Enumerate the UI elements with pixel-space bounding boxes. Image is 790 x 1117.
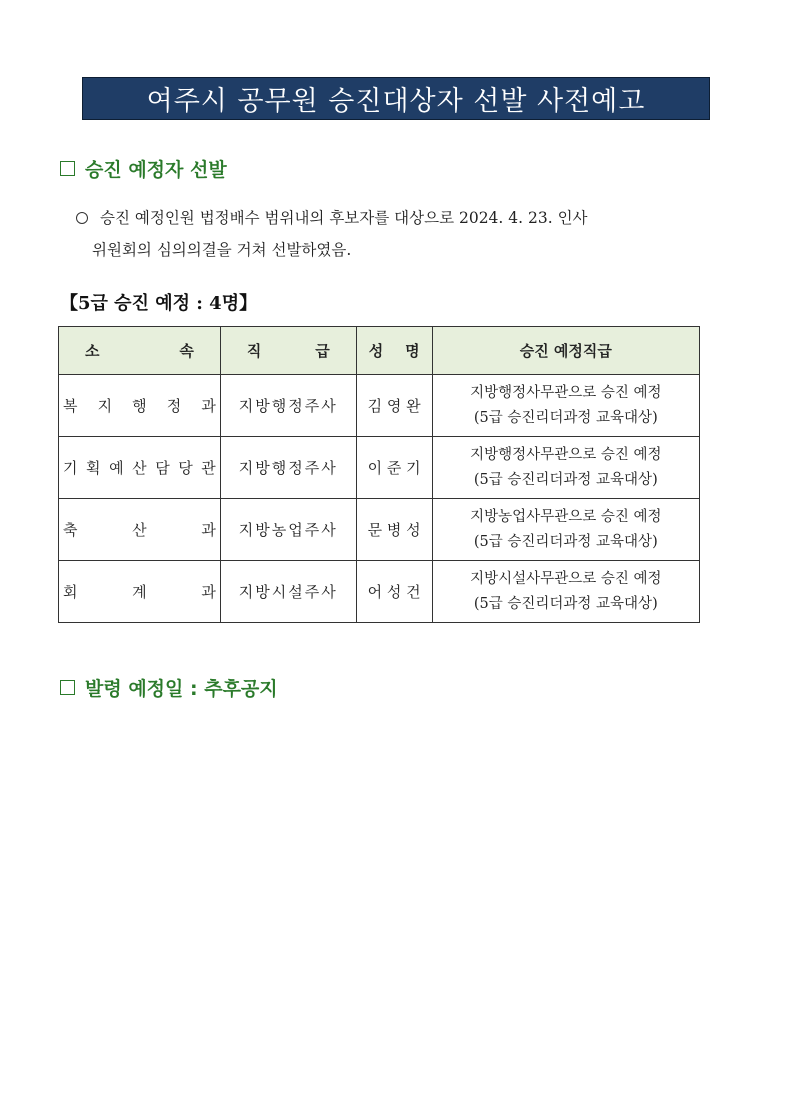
selection-note (76, 202, 746, 266)
section-heading-text: 승진 예정자 선발 (85, 159, 227, 181)
dept-char: 과 (201, 583, 216, 601)
header-char: 속 (179, 342, 194, 360)
circle-bullet-icon (76, 212, 88, 224)
cell-name: 이 준 기 (356, 437, 432, 499)
promotion-line-1: 지방시설사무관으로 승진 예정 (470, 570, 662, 587)
dept-char: 지 (97, 397, 113, 415)
section-heading-text: 발령 예정일 : 추후공지 (85, 678, 278, 700)
page-title: 여주시 공무원 승진대상자 선발 사전예고 (146, 86, 646, 117)
promotion-line-2: (5급 승진리더과정 교육대상) (473, 409, 658, 426)
promotion-line-2: (5급 승진리더과정 교육대상) (473, 533, 658, 550)
cell-department (59, 375, 221, 437)
title-banner (82, 77, 710, 120)
header-department (59, 327, 221, 375)
header-promotion: 승진 예정직급 (432, 327, 699, 375)
cell-promotion (432, 561, 699, 623)
cell-department (59, 437, 221, 499)
table-row (59, 375, 700, 437)
cell-department (59, 561, 221, 623)
header-name (356, 327, 432, 375)
cell-grade: 지방농업주사 (220, 499, 356, 561)
header-char: 급 (315, 342, 330, 360)
cell-department (59, 499, 221, 561)
cell-promotion (432, 437, 699, 499)
dept-char: 회 (63, 583, 78, 601)
cell-grade: 지방행정주사 (220, 375, 356, 437)
table-header-row (59, 327, 700, 375)
header-char: 소 (85, 342, 100, 360)
table-row (59, 561, 700, 623)
dept-char: 산 (132, 459, 147, 477)
dept-char: 축 (63, 521, 78, 539)
header-grade (220, 327, 356, 375)
header-char: 직 (246, 342, 262, 360)
dept-char: 계 (132, 583, 147, 601)
promotion-line-2: (5급 승진리더과정 교육대상) (473, 595, 658, 612)
section-heading-appointment (60, 674, 278, 701)
dept-char: 예 (109, 459, 124, 477)
promotion-line-1: 지방농업사무관으로 승진 예정 (470, 508, 662, 525)
table-row (59, 437, 700, 499)
checkbox-square-icon (60, 161, 75, 176)
section-heading-selection (60, 155, 227, 182)
dept-char: 당 (178, 459, 193, 477)
header-char: 명 (405, 342, 420, 360)
promotion-table (58, 326, 700, 623)
cell-name: 김 영 완 (356, 375, 432, 437)
cell-name: 어 성 건 (356, 561, 432, 623)
note-line-1: 승진 예정인원 법정배수 범위내의 후보자를 대상으로 2024. 4. 23. 인사 (100, 209, 588, 227)
note-line-2: 위원회의 심의의결을 거쳐 선발하였음. (92, 241, 352, 259)
dept-char: 산 (132, 521, 147, 539)
promotion-line-1: 지방행정사무관으로 승진 예정 (470, 446, 662, 463)
dept-char: 정 (166, 397, 182, 415)
cell-promotion (432, 499, 699, 561)
table-row (59, 499, 700, 561)
promotion-line-1: 지방행정사무관으로 승진 예정 (470, 384, 662, 401)
cell-grade: 지방시설주사 (220, 561, 356, 623)
promotion-line-2: (5급 승진리더과정 교육대상) (473, 471, 658, 488)
dept-char: 기 (63, 459, 78, 477)
dept-char: 과 (201, 397, 216, 415)
dept-char: 담 (155, 459, 170, 477)
dept-char: 행 (132, 397, 147, 415)
dept-char: 관 (201, 459, 216, 477)
dept-char: 획 (86, 459, 101, 477)
checkbox-square-icon (60, 680, 75, 695)
table-caption: 【5급 승진 예정 : 4명】 (60, 293, 258, 314)
dept-char: 복 (63, 397, 78, 415)
dept-char: 과 (201, 521, 216, 539)
cell-name: 문 병 성 (356, 499, 432, 561)
cell-promotion (432, 375, 699, 437)
cell-grade: 지방행정주사 (220, 437, 356, 499)
header-char: 성 (368, 342, 384, 360)
